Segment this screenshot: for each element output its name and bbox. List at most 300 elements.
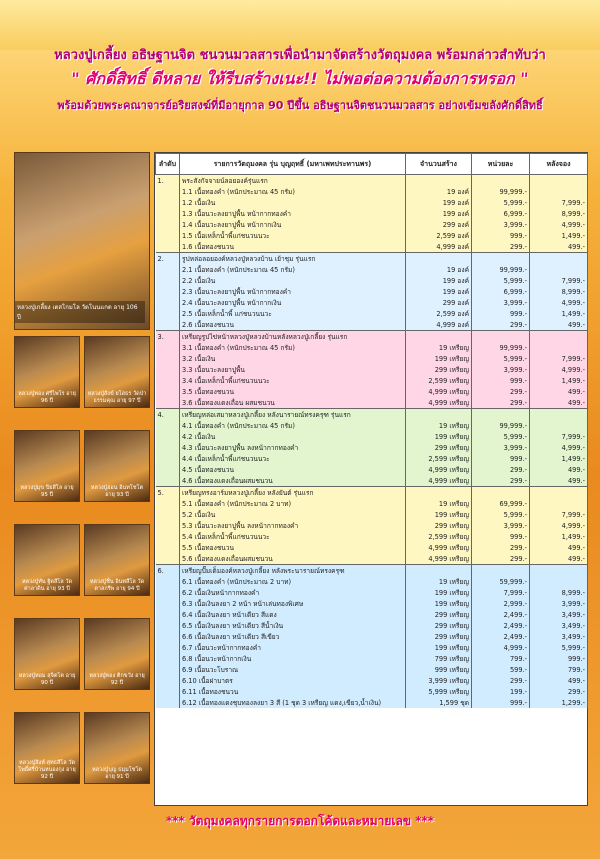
item-price: 99,999.- [472, 264, 530, 275]
item-after-price: 1,499.- [530, 308, 588, 319]
empty-cell [406, 409, 472, 421]
empty-cell [156, 609, 180, 620]
item-name: 3.6 เนื้อทองแดงเถื่อน ผสมชนวน [180, 397, 406, 409]
item-after-price [530, 576, 588, 587]
item-price: 3,999.- [472, 219, 530, 230]
table-row [156, 308, 588, 319]
item-after-price [530, 342, 588, 353]
thumb-photo [84, 524, 150, 596]
item-after-price: 7,999.- [530, 275, 588, 286]
empty-cell [530, 409, 588, 421]
empty-cell [156, 520, 180, 531]
item-qty: 199 องค์ [406, 275, 472, 286]
table-row [156, 553, 588, 565]
item-after-price: 5,999.- [530, 642, 588, 653]
item-name: 6.4 เนื้อเงินลงยา หน้าเดียว สีแดง [180, 609, 406, 620]
empty-cell [530, 487, 588, 499]
col-header-no: ลำดับ [156, 154, 180, 175]
table-row [156, 576, 588, 587]
section-title-row [156, 565, 588, 577]
table-row [156, 609, 588, 620]
item-name: 3.5 เนื้อทองชนวน [180, 386, 406, 397]
empty-cell [156, 241, 180, 253]
item-qty: 4,999 เหรียญ [406, 475, 472, 487]
item-after-price: 499.- [530, 475, 588, 487]
table-row [156, 297, 588, 308]
price-table [154, 152, 588, 806]
header-line3: พร้อมด้วยพระคณาจารย์อริยสงฆ์ที่มีอายุกาล 90 ปีขึ้น อธิษฐานจิตชนวนมวลสาร อย่างเข้มขลังศักดิ์สิทธิ์ [57, 99, 543, 112]
table-row [156, 620, 588, 631]
empty-cell [156, 675, 180, 686]
item-qty: 2,599 องค์ [406, 230, 472, 241]
table-row [156, 386, 588, 397]
item-name: 1.2 เนื้อเงิน [180, 197, 406, 208]
item-after-price: 7,999.- [530, 353, 588, 364]
item-after-price: 499.- [530, 675, 588, 686]
header [0, 44, 600, 114]
empty-cell [156, 286, 180, 297]
table-row [156, 353, 588, 364]
table-row [156, 319, 588, 331]
table-row [156, 464, 588, 475]
table-row [156, 197, 588, 208]
empty-cell [156, 598, 180, 609]
item-name: 6.12 เนื้อทองแดงชุบทองลงยา 3 สี (1 ชุด 3 เหรียญ แดง,เขียว,น้ำเงิน) [180, 697, 406, 708]
empty-cell [156, 186, 180, 197]
item-after-price: 8,999.- [530, 286, 588, 297]
item-after-price: 4,999.- [530, 520, 588, 531]
table-row [156, 186, 588, 197]
item-name: 2.2 เนื้อเงิน [180, 275, 406, 286]
section-number: 5. [156, 487, 180, 499]
table-row [156, 219, 588, 230]
item-after-price [530, 498, 588, 509]
empty-cell [156, 553, 180, 565]
item-qty: 3,999 เหรียญ [406, 675, 472, 686]
empty-cell [156, 219, 180, 230]
item-name: 5.5 เนื้อทองชนวน [180, 542, 406, 553]
item-qty: 299 เหรียญ [406, 609, 472, 620]
item-name: 6.7 เนื้อนวะหน้ากากทองคำ [180, 642, 406, 653]
item-price: 2,499.- [472, 609, 530, 620]
empty-cell [156, 297, 180, 308]
table-header-row [156, 154, 588, 175]
empty-cell [406, 565, 472, 577]
item-qty: 2,599 เหรียญ [406, 375, 472, 386]
item-qty: 4,999 เหรียญ [406, 397, 472, 409]
thumb-caption: หลวงปู่สังข์ ยโสธร วัดป่าธรรมคุณ อายุ 97 ปี [87, 391, 147, 404]
item-after-price: 499.- [530, 319, 588, 331]
item-price: 299.- [472, 475, 530, 487]
thumb-caption: หลวงปู่บุญ ธมฺมโชโต อายุ 91 ปี [91, 767, 142, 780]
item-qty: 2,599 องค์ [406, 308, 472, 319]
thumb-photo [14, 618, 80, 690]
empty-cell [156, 397, 180, 409]
item-price: 99,999.- [472, 186, 530, 197]
item-qty: 19 เหรียญ [406, 342, 472, 353]
table-row [156, 520, 588, 531]
main-photo [14, 152, 150, 330]
item-name: 3.2 เนื้อเงิน [180, 353, 406, 364]
table-row [156, 442, 588, 453]
thumb-caption: หลวงปู่หอม สุจิตโต อายุ 90 ปี [18, 673, 76, 686]
item-after-price: 1,499.- [530, 453, 588, 464]
section-number: 3. [156, 331, 180, 343]
item-price: 2,499.- [472, 620, 530, 631]
empty-cell [156, 587, 180, 598]
thumb-photo [84, 430, 150, 502]
table-row [156, 230, 588, 241]
section-title: พระสังกัจจายน์ลอยองค์รุ่นแรก [180, 175, 406, 187]
item-after-price: 1,499.- [530, 531, 588, 542]
item-price: 6,999.- [472, 208, 530, 219]
item-name: 6.8 เนื้อนวะหน้ากากเงิน [180, 653, 406, 664]
empty-cell [156, 342, 180, 353]
thumb-caption: หลวงปู่ทอง ติกขวัง อายุ 92 ปี [89, 673, 145, 686]
item-name: 1.6 เนื้อทองชนวน [180, 241, 406, 253]
empty-cell [156, 264, 180, 275]
thumb-caption: หลวงปู่สิงห์ สุทธสีโล วัดโพธิ์ศรีบ้านหนองกุง อายุ 92 ปี [18, 760, 76, 780]
item-name: 5.3 เนื้อนวะลงยาปูพื้น ลงหน้ากากทองคำ [180, 520, 406, 531]
item-price: 299.- [472, 319, 530, 331]
item-name: 4.6 เนื้อทองแดงเถื่อนผสมชนวน [180, 475, 406, 487]
item-price: 299.- [472, 241, 530, 253]
table-row [156, 286, 588, 297]
item-price: 299.- [472, 675, 530, 686]
item-price: 3,999.- [472, 364, 530, 375]
empty-cell [156, 475, 180, 487]
photo-column [14, 152, 148, 804]
empty-cell [472, 175, 530, 187]
item-name: 4.2 เนื้อเงิน [180, 431, 406, 442]
item-after-price: 4,999.- [530, 297, 588, 308]
item-price: 5,999.- [472, 275, 530, 286]
empty-cell [156, 319, 180, 331]
item-price: 2,499.- [472, 631, 530, 642]
item-qty: 19 องค์ [406, 264, 472, 275]
header-line1: หลวงปู่เกลี้ยง อธิษฐานจิต ชนวนมวลสารเพื่อนำมาจัดสร้างวัตถุมงคล พร้อมกล่าวสำทับว่า [54, 48, 546, 63]
item-name: 3.1 เนื้อทองคำ (หนักประมาณ 45 กรัม) [180, 342, 406, 353]
table-row [156, 375, 588, 386]
empty-cell [156, 230, 180, 241]
table-row [156, 342, 588, 353]
item-qty: 299 เหรียญ [406, 442, 472, 453]
item-price: 3,999.- [472, 442, 530, 453]
item-price: 3,999.- [472, 520, 530, 531]
empty-cell [472, 409, 530, 421]
item-after-price [530, 186, 588, 197]
item-price: 999.- [472, 230, 530, 241]
empty-cell [156, 542, 180, 553]
item-name: 6.2 เนื้อเงินหน้ากากทองคำ [180, 587, 406, 598]
item-name: 1.5 เนื้อเหล็กน้ำพี้แก่ชนวนนวะ [180, 230, 406, 241]
table-row [156, 208, 588, 219]
empty-cell [156, 686, 180, 697]
empty-cell [156, 642, 180, 653]
item-name: 6.11 เนื้อทองชนวน [180, 686, 406, 697]
thumb-caption: หลวงปู่มุข ปิยสีโล อายุ 95 ปี [20, 485, 74, 498]
item-price: 6,999.- [472, 286, 530, 297]
empty-cell [156, 531, 180, 542]
item-after-price: 499.- [530, 386, 588, 397]
empty-cell [530, 331, 588, 343]
item-after-price: 7,999.- [530, 197, 588, 208]
empty-cell [156, 653, 180, 664]
item-name: 4.1 เนื้อทองคำ (หนักประมาณ 45 กรัม) [180, 420, 406, 431]
item-price: 999.- [472, 308, 530, 319]
item-price: 59,999.- [472, 576, 530, 587]
thumb-photo [14, 336, 80, 408]
item-qty: 1,599 ชุด [406, 697, 472, 708]
section-title-row [156, 409, 588, 421]
item-qty: 799 เหรียญ [406, 653, 472, 664]
item-price: 5,999.- [472, 197, 530, 208]
item-qty: 299 เหรียญ [406, 520, 472, 531]
item-price: 299.- [472, 397, 530, 409]
item-qty: 199 เหรียญ [406, 598, 472, 609]
table-row [156, 420, 588, 431]
temple-background [0, 0, 600, 50]
table-row [156, 431, 588, 442]
thumb-caption: หลวงปู่อ่อน อินทโชโต อายุ 93 ปี [90, 485, 144, 498]
empty-cell [530, 565, 588, 577]
thumb-photo [84, 618, 150, 690]
empty-cell [156, 498, 180, 509]
item-price: 999.- [472, 453, 530, 464]
item-name: 5.4 เนื้อเหล็กน้ำพี้แก่ชนวนนวะ [180, 531, 406, 542]
table-row [156, 453, 588, 464]
item-after-price: 8,999.- [530, 587, 588, 598]
table-row [156, 364, 588, 375]
item-name: 6.10 เนื้อฝาบาตร [180, 675, 406, 686]
col-header-qty: จำนวนสร้าง [406, 154, 472, 175]
item-after-price: 7,999.- [530, 431, 588, 442]
item-after-price [530, 264, 588, 275]
item-after-price: 799.- [530, 664, 588, 675]
thumb-photo [84, 712, 150, 784]
table-row [156, 531, 588, 542]
thumb-caption: หลวงปู่ทัน ฐิตสีโล วัดศาลาดิน อายุ 93 ปี [21, 579, 73, 592]
item-qty: 199 เหรียญ [406, 642, 472, 653]
section-number: 6. [156, 565, 180, 577]
item-qty: 4,999 องค์ [406, 241, 472, 253]
item-qty: 4,999 เหรียญ [406, 386, 472, 397]
table-row [156, 275, 588, 286]
empty-cell [156, 442, 180, 453]
item-price: 299.- [472, 542, 530, 553]
empty-cell [156, 431, 180, 442]
item-qty: 4,999 องค์ [406, 319, 472, 331]
item-price: 4,999.- [472, 642, 530, 653]
item-name: 1.4 เนื้อนวะลงยาปูพื้น หน้ากากเงิน [180, 219, 406, 230]
item-after-price: 499.- [530, 241, 588, 253]
empty-cell [406, 175, 472, 187]
empty-cell [156, 375, 180, 386]
empty-cell [472, 331, 530, 343]
item-qty: 999 เหรียญ [406, 664, 472, 675]
table-row [156, 509, 588, 520]
item-price: 999.- [472, 531, 530, 542]
empty-cell [156, 576, 180, 587]
item-after-price: 4,999.- [530, 364, 588, 375]
empty-cell [406, 487, 472, 499]
item-after-price: 3,499.- [530, 620, 588, 631]
item-qty: 299 เหรียญ [406, 364, 472, 375]
item-price: 3,999.- [472, 297, 530, 308]
empty-cell [472, 253, 530, 265]
item-name: 6.1 เนื้อทองคำ (หนักประมาณ 2 บาท) [180, 576, 406, 587]
item-qty: 19 เหรียญ [406, 498, 472, 509]
section-number: 1. [156, 175, 180, 187]
section-title: เหรียญปั๊มเต็มองค์หลวงปู่เกลี้ยง หลังพระนารายณ์ทรงครุฑ [180, 565, 406, 577]
item-qty: 199 องค์ [406, 286, 472, 297]
empty-cell [156, 631, 180, 642]
empty-cell [156, 664, 180, 675]
item-name: 4.3 เนื้อนวะลงยาปูพื้น ลงหน้ากากทองคำ [180, 442, 406, 453]
empty-cell [156, 620, 180, 631]
item-price: 5,999.- [472, 509, 530, 520]
item-qty: 299 เหรียญ [406, 631, 472, 642]
table-row [156, 598, 588, 609]
item-after-price: 1,499.- [530, 230, 588, 241]
item-name: 6.6 เนื้อเงินลงยา หน้าเดียว สีเขียว [180, 631, 406, 642]
thumb-photo [14, 430, 80, 502]
item-qty: 19 เหรียญ [406, 576, 472, 587]
section-title-row [156, 253, 588, 265]
item-after-price: 299.- [530, 686, 588, 697]
item-qty: 199 องค์ [406, 208, 472, 219]
col-header-after: หลังจอง [530, 154, 588, 175]
thumb-photo [84, 336, 150, 408]
item-qty: 299 องค์ [406, 297, 472, 308]
empty-cell [156, 364, 180, 375]
col-header-item: รายการวัตถุมงคล รุ่น บุญฤทธิ์ (มหาเพทประทานพร) [180, 154, 406, 175]
item-qty: 199 เหรียญ [406, 431, 472, 442]
item-name: 1.1 เนื้อทองคำ (หนักประมาณ 45 กรัม) [180, 186, 406, 197]
item-price: 599.- [472, 664, 530, 675]
item-name: 5.2 เนื้อเงิน [180, 509, 406, 520]
item-price: 299.- [472, 553, 530, 565]
table-row [156, 397, 588, 409]
col-header-price: หน่วยละ [472, 154, 530, 175]
item-qty: 19 เหรียญ [406, 420, 472, 431]
empty-cell [156, 453, 180, 464]
empty-cell [530, 175, 588, 187]
empty-cell [156, 420, 180, 431]
item-name: 5.6 เนื้อทองแดงเถื่อนผสมชนวน [180, 553, 406, 565]
item-qty: 4,999 เหรียญ [406, 542, 472, 553]
item-price: 69,999.- [472, 498, 530, 509]
section-number: 2. [156, 253, 180, 265]
item-after-price: 499.- [530, 464, 588, 475]
item-qty: 299 องค์ [406, 219, 472, 230]
item-qty: 5,999 เหรียญ [406, 686, 472, 697]
empty-cell [156, 197, 180, 208]
item-price: 7,999.- [472, 587, 530, 598]
thumb-caption: หลวงปู่ทอง ศรีไพโร อายุ 96 ปี [18, 391, 76, 404]
table-row [156, 587, 588, 598]
item-qty: 199 เหรียญ [406, 353, 472, 364]
empty-cell [406, 253, 472, 265]
header-line2: " ศักดิ์สิทธิ์ ดีหลาย ให้รีบสร้างเนะ!! ไม่พอต่อความต้องการหรอก " [71, 69, 529, 88]
table-row [156, 542, 588, 553]
item-name: 6.9 เนื้อนวะโบราณ [180, 664, 406, 675]
empty-cell [156, 697, 180, 708]
item-name: 4.4 เนื้อเหล็กน้ำพี้แก่ชนวนนวะ [180, 453, 406, 464]
item-after-price [530, 420, 588, 431]
table-row [156, 631, 588, 642]
item-price: 99,999.- [472, 420, 530, 431]
section-title: เหรียญหล่อเสมาหลวงปู่เกลี้ยง หลังนารายณ์ทรงครุฑ รุ่นแรก [180, 409, 406, 421]
empty-cell [472, 565, 530, 577]
table-row [156, 675, 588, 686]
empty-cell [156, 275, 180, 286]
item-after-price: 4,999.- [530, 219, 588, 230]
table-row [156, 653, 588, 664]
item-after-price: 3,499.- [530, 631, 588, 642]
section-title-row [156, 175, 588, 187]
empty-cell [156, 308, 180, 319]
item-price: 2,999.- [472, 598, 530, 609]
item-after-price: 499.- [530, 397, 588, 409]
item-price: 799.- [472, 653, 530, 664]
item-price: 999.- [472, 697, 530, 708]
table-row [156, 697, 588, 708]
thumb-photo [14, 524, 80, 596]
item-qty: 19 องค์ [406, 186, 472, 197]
table-row [156, 686, 588, 697]
table-row [156, 664, 588, 675]
item-price: 5,999.- [472, 431, 530, 442]
item-qty: 199 องค์ [406, 197, 472, 208]
section-title: เหรียญรูปไข่หน้าหลวงปู่หลวงบ้านหลังหลวงปู่เกลี้ยง รุ่นแรก [180, 331, 406, 343]
section-title-row [156, 331, 588, 343]
item-after-price: 7,999.- [530, 509, 588, 520]
empty-cell [156, 464, 180, 475]
empty-cell [156, 386, 180, 397]
empty-cell [406, 331, 472, 343]
table-row [156, 475, 588, 487]
item-qty: 199 เหรียญ [406, 587, 472, 598]
section-title-row [156, 487, 588, 499]
item-name: 4.5 เนื้อทองชนวน [180, 464, 406, 475]
table-row [156, 642, 588, 653]
item-price: 299.- [472, 386, 530, 397]
item-after-price: 3,499.- [530, 609, 588, 620]
item-name: 3.3 เนื้อนวะลงยาปูพื้น [180, 364, 406, 375]
item-qty: 2,599 เหรียญ [406, 531, 472, 542]
item-name: 2.6 เนื้อทองชนวน [180, 319, 406, 331]
empty-cell [472, 487, 530, 499]
item-qty: 4,999 เหรียญ [406, 464, 472, 475]
item-after-price: 4,999.- [530, 442, 588, 453]
item-name: 3.4 เนื้อเหล็กน้ำพี้แก่ชนวนนวะ [180, 375, 406, 386]
item-qty: 4,999 เหรียญ [406, 553, 472, 565]
footer-note: *** วัตถุมงคลทุกรายการตอกโค้ดและหมายเลข *** [165, 814, 435, 828]
item-name: 2.3 เนื้อนวะลงยาปูพื้น หน้ากากทองคำ [180, 286, 406, 297]
empty-cell [530, 253, 588, 265]
item-name: 2.1 เนื้อทองคำ (หนักประมาณ 45 กรัม) [180, 264, 406, 275]
section-title: รูปหล่อลอยองค์หลวงปู่หลวงบ้าน เย้าชุม รุ่นแรก [180, 253, 406, 265]
item-after-price: 999.- [530, 653, 588, 664]
thumb-photo [14, 712, 80, 784]
item-after-price: 499.- [530, 542, 588, 553]
item-price: 299.- [472, 464, 530, 475]
item-after-price: 1,499.- [530, 375, 588, 386]
section-number: 4. [156, 409, 180, 421]
item-name: 6.3 เนื้อเงินลงยา 2 หน้า หน้าเล่นทองพิเศษ [180, 598, 406, 609]
item-qty: 299 เหรียญ [406, 620, 472, 631]
